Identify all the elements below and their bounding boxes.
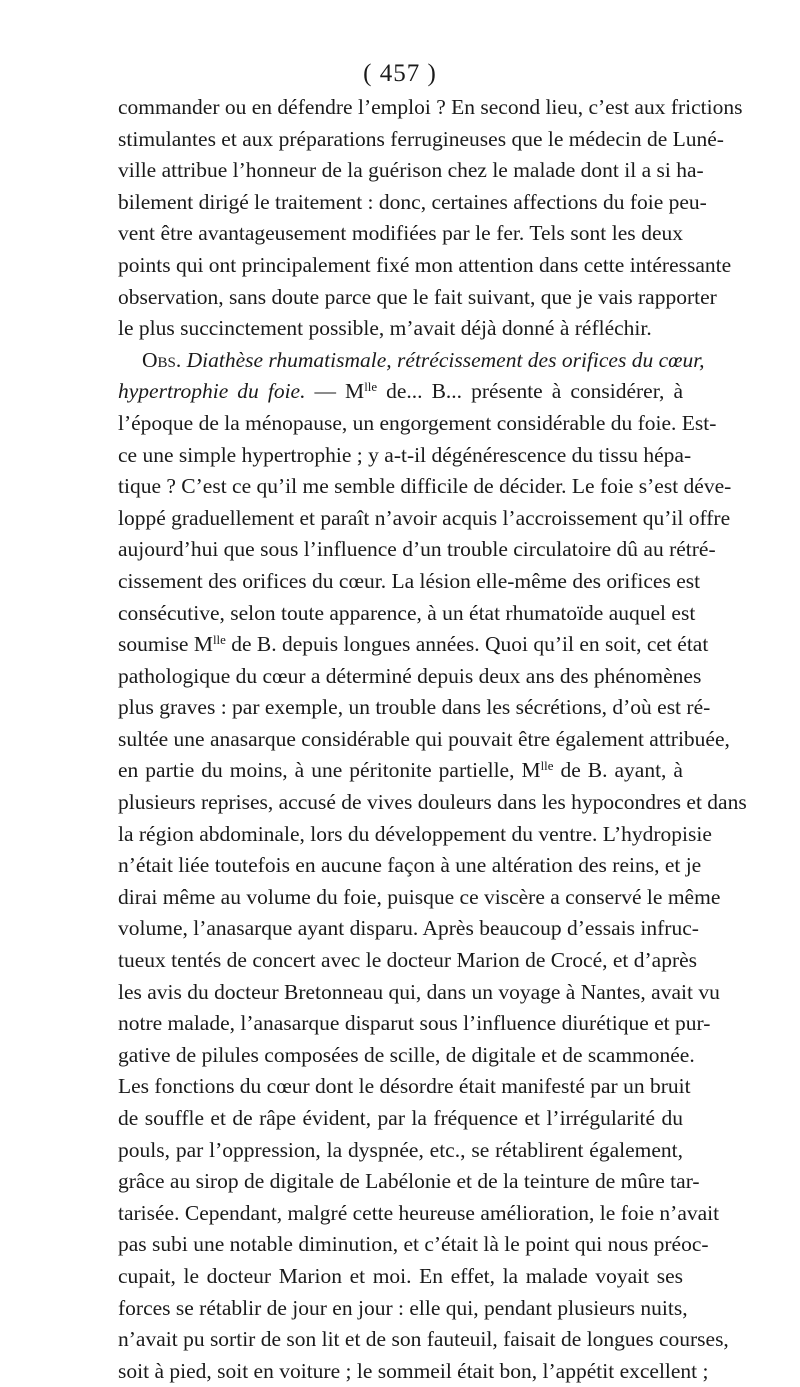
line-text: plus graves : par exemple, un trouble dans les sécrétions, d’où est ré- [118,695,711,720]
text-line [118,566,701,598]
italic-text: Diathèse rhumatismale, rétrécissement des orifices du cœur, [186,347,705,372]
line-text: soumise M [118,632,213,657]
line-text: ville attribue l’honneur de la guérison chez le malade dont il a si ha- [118,158,704,183]
line-text: pas subi une notable diminution, et c’était là le point qui nous préoc- [118,1232,709,1257]
text-line [118,598,696,630]
line-text: aujourd’hui que sous l’influence d’un trouble circulatoire dû au rétré- [118,537,716,562]
text-line [118,850,702,882]
line-text: stimulantes et aux préparations ferrugineuses que le médecin de Luné- [118,126,724,151]
line-text: bilement dirigé le traitement : donc, certaines affections du foie peu- [118,189,707,214]
line-text: tique ? C’est ce qu’il me semble difficile de décider. Le foie s’est déve- [118,474,732,499]
obs-label: Obs. [142,347,182,372]
line-text: les avis du docteur Bretonneau qui, dans un voyage à Nantes, avait vu [118,979,720,1004]
line-text: loppé graduellement et paraît n’avoir acquis l’accroissement qu’il offre [118,505,731,530]
text-line [118,1040,695,1072]
line-text: grâce au sirop de digitale de Labélonie et de la teinture de mûre tar- [118,1169,700,1194]
text-line [118,1135,683,1167]
line-text: dirai même au volume du foie, puisque ce viscère a conservé le même [118,884,721,909]
text-line [118,408,717,440]
text-line [118,376,683,408]
line-text: tueux tentés de concert avec le docteur Marion de Crocé, et d’après [118,948,698,973]
text-line [118,1198,720,1230]
superscript: lle [540,759,554,774]
line-text: pouls, par l’oppression, la dyspnée, etc., se rétablirent également, [118,1137,683,1162]
text-line [118,155,704,187]
text-line [118,187,707,219]
text-line [118,534,716,566]
text-line [118,1261,683,1293]
text-line [118,787,747,819]
line-text: points qui ont principalement fixé mon attention dans cette intéressante [118,252,732,277]
superscript: lle [212,633,226,647]
line-text: de B. depuis longues années. Quoi qu’il en soit, cet état [225,632,709,657]
page-number: ( 457 ) [363,60,437,87]
superscript: lle [364,380,378,395]
line-text: n’était liée toutefois en aucune façon à une altération des reins, et je [118,853,702,878]
line-text: volume, l’anasarque ayant disparu. Après beaucoup d’essais infruc- [118,916,699,941]
text-line [118,1293,688,1325]
text-line [118,913,699,945]
text-line [118,945,698,977]
line-text: cissement des orifices du cœur. La lésion elle-même des orifices est [118,568,701,593]
text-line [118,1071,691,1103]
text-line [118,1008,711,1040]
text-line [118,977,720,1009]
text-line [118,629,709,661]
text-line [118,282,717,314]
line-text: l’époque de la ménopause, un engorgement considérable du foie. Est- [118,410,717,435]
text-line [118,218,683,250]
text-line [118,471,732,503]
line-text: Les fonctions du cœur dont le désordre était manifesté par un bruit [118,1074,691,1099]
line-text: gative de pilules composées de scille, de digitale et de scammonée. [118,1042,695,1067]
line-text: ce une simple hypertrophie ; y a-t-il dégénérescence du tissu hépa- [118,442,692,467]
line-text: pathologique du cœur a déterminé depuis deux ans des phénomènes [118,663,702,688]
text-line [118,724,730,756]
line-text: le plus succinctement possible, m’avait déjà donné à réfléchir. [118,316,652,341]
text-line [118,1356,709,1387]
line-text: en partie du moins, à une péritonite partielle, M [118,758,541,783]
line-text: soit à pied, soit en voiture ; le sommeil était bon, l’appétit excellent ; [118,1358,709,1383]
line-text: tarisée. Cependant, malgré cette heureuse amélioration, le foie n’avait [118,1200,720,1225]
text-line [118,755,683,787]
line-text: observation, sans doute parce que le fait suivant, que je vais rapporter [118,284,717,309]
text-line [118,440,692,472]
line-text: consécutive, selon toute apparence, à un état rhumatoïde auquel est [118,600,696,625]
text-line [118,1103,683,1135]
line-text: forces se rétablir de jour en jour : elle qui, pendant plusieurs nuits, [118,1295,688,1320]
text-line [118,1324,729,1356]
line-text: vent être avantageusement modifiées par le fer. Tels sont les deux [118,221,683,246]
line-text: — M [305,379,365,404]
line-text: sultée une anasarque considérable qui pouvait être également attribuée, [118,726,730,751]
line-text: n’avait pu sortir de son lit et de son fauteuil, faisait de longues courses, [118,1327,729,1352]
text-line [118,1229,709,1261]
text-line [118,313,683,345]
line-text: commander ou en défendre l’emploi ? En second lieu, c’est aux frictions [118,95,743,119]
line-text: de... B... présente à considérer, à [377,379,683,404]
text-line [118,250,732,282]
text-line [118,92,743,124]
body-text [118,92,747,1387]
text-line [118,661,702,693]
text-line [118,503,731,535]
line-text: cupait, le docteur Marion et moi. En effet, la malade voyait ses [118,1263,683,1288]
line-text: notre malade, l’anasarque disparut sous l’influence diurétique et pur- [118,1011,711,1036]
text-line [118,1166,700,1198]
line-text: de souffle et de râpe évident, par la fréquence et l’irrégularité du [118,1106,683,1130]
text-line [118,692,711,724]
line-text: la région abdominale, lors du développement du ventre. L’hydropisie [118,821,712,846]
italic-text: hypertrophie du foie. [118,379,306,404]
text-line [118,345,705,377]
text-line [118,819,712,851]
text-line [118,124,724,156]
line-text: de B. ayant, à [553,758,683,783]
text-line [118,882,721,914]
line-text: plusieurs reprises, accusé de vives douleurs dans les hypocondres et dans [118,790,747,815]
